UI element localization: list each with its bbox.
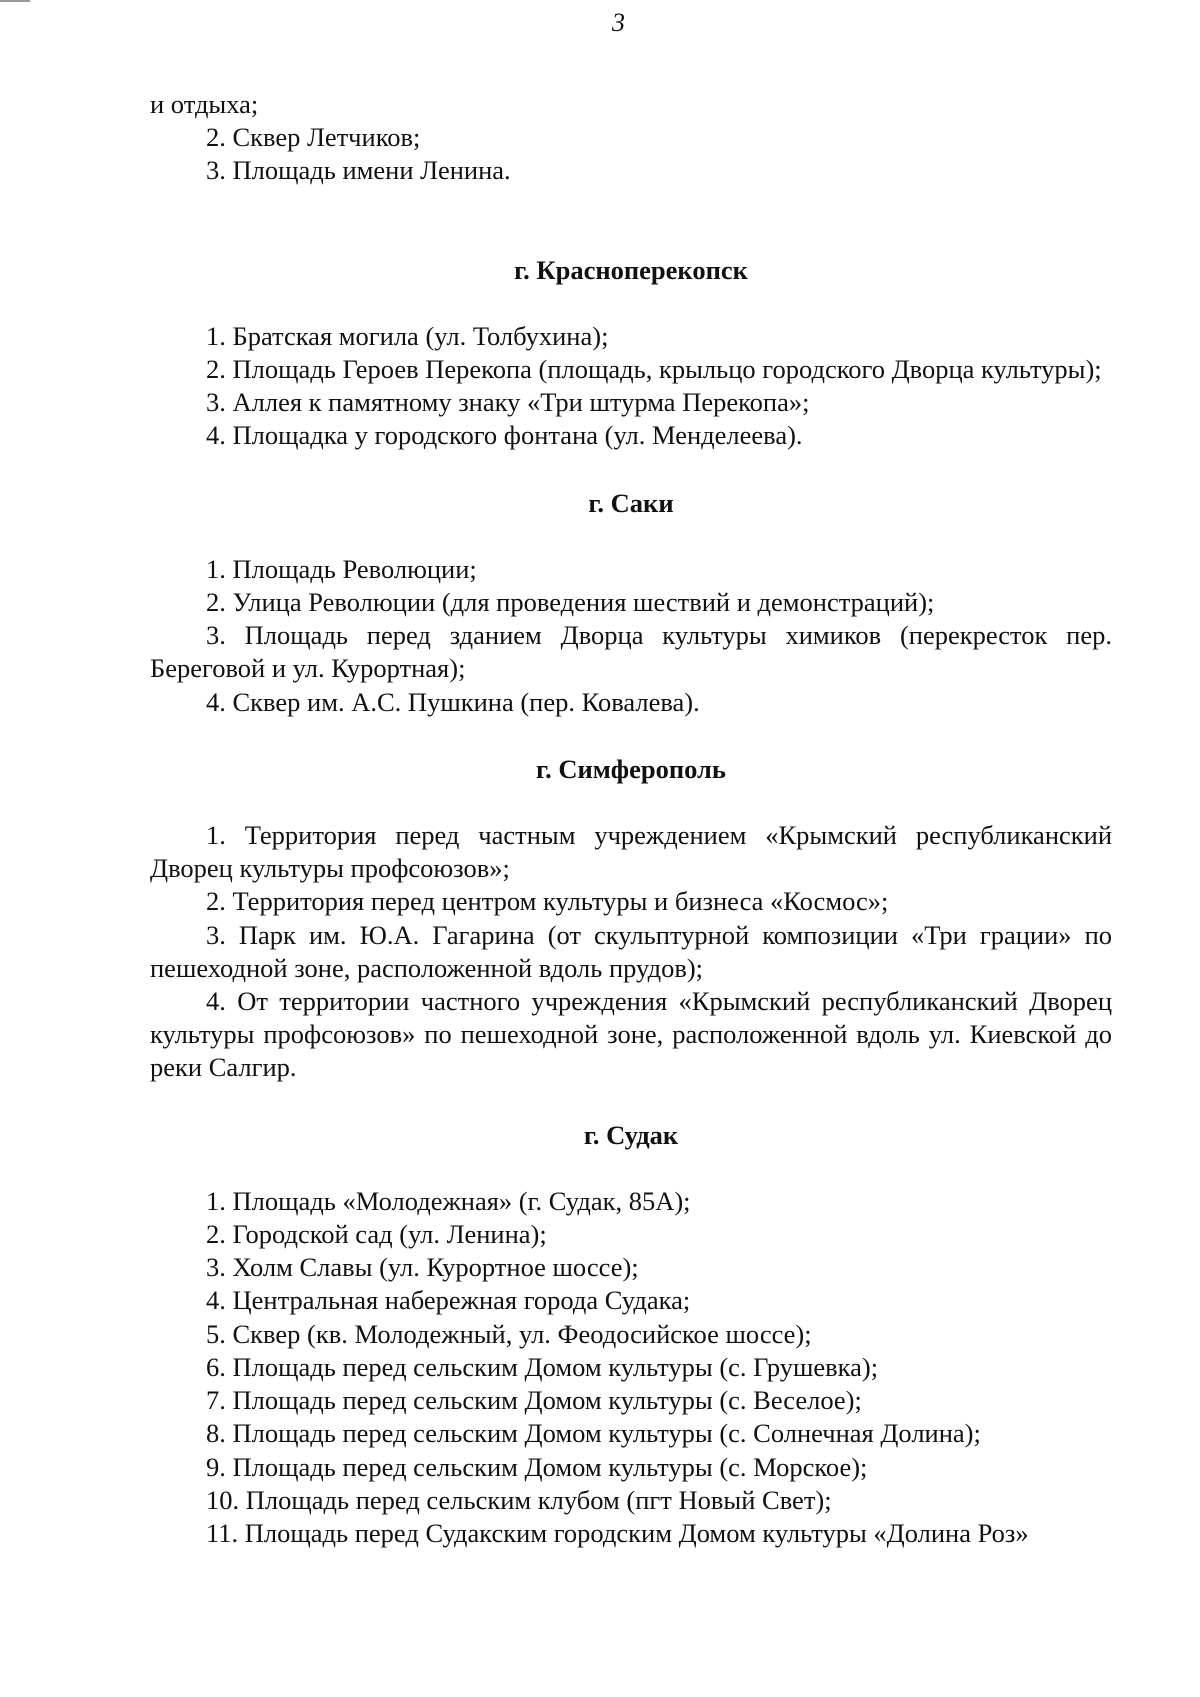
section-spacer (150, 719, 1112, 753)
section-spacer (150, 520, 1112, 553)
section-heading: г. Красноперекопск (514, 254, 748, 285)
list-item: 6. Площадь перед сельским Домом культуры (с. Грушевка); (206, 1351, 879, 1382)
document-body (150, 88, 1112, 1550)
section-spacer (150, 1152, 1112, 1185)
section-heading: г. Симферополь (536, 753, 726, 784)
list-item: 5. Сквер (кв. Молодежный, ул. Феодосийское шоссе); (206, 1318, 812, 1349)
list-item: 2. Городской сад (ул. Ленина); (206, 1219, 547, 1250)
section-heading: г. Судак (583, 1119, 679, 1150)
list-item: 3. Аллея к памятному знаку «Три штурма Перекопа»; (206, 387, 810, 418)
list-item: 1. Братская могила (ул. Толбухина); (206, 320, 609, 351)
list-item: 2. Сквер Летчиков; (206, 122, 421, 153)
list-item: 3. Площадь перед зданием Дворца культуры химиков (перекресток пер. Береговой и ул. Курортная); (150, 620, 1112, 684)
list-item: 8. Площадь перед сельским Домом культуры (с. Солнечная Долина); (206, 1418, 981, 1449)
list-item: 4. Сквер им. А.С. Пушкина (пер. Ковалева). (206, 686, 700, 717)
list-item: 7. Площадь перед сельским Домом культуры (с. Веселое); (206, 1385, 862, 1416)
scan-edge-mark (0, 0, 30, 2)
section-spacer (150, 1085, 1112, 1119)
section-heading: г. Саки (588, 487, 674, 518)
list-item: 1. Площадь «Молодежная» (г. Судак, 85А); (206, 1185, 691, 1216)
list-item: 2. Улица Революции (для проведения шествий и демонстраций); (206, 587, 935, 618)
list-item: 2. Площадь Героев Перекопа (площадь, крыльцо городского Дворца культуры); (206, 354, 1102, 385)
page-number: 3 (612, 8, 625, 37)
section-spacer (150, 786, 1112, 819)
list-item: 3. Площадь имени Ленина. (206, 155, 511, 186)
section-spacer (150, 287, 1112, 320)
list-item: 4. Площадка у городского фонтана (ул. Менделеева). (206, 420, 803, 451)
list-item: и отдыха; (150, 89, 259, 119)
section-spacer (150, 188, 1112, 254)
list-item: 4. Центральная набережная города Судака; (206, 1285, 691, 1316)
list-item: 2. Территория перед центром культуры и бизнеса «Космос»; (206, 886, 889, 917)
list-item: 1. Площадь Революции; (206, 553, 477, 584)
list-item: 9. Площадь перед сельским Домом культуры (с. Морское); (206, 1451, 868, 1482)
list-item: 4. От территории частного учреждения «Крымский республиканский Дворец культуры профсоюзов» по пешеходной зоне, расположенной вдоль ул. Киевской до реки Салгир. (150, 986, 1112, 1083)
section-spacer (150, 453, 1112, 487)
list-item: 3. Парк им. Ю.А. Гагарина (от скульптурной композиции «Три грации» по пешеходной зоне, расположенной вдоль прудов); (150, 919, 1112, 983)
list-item: 3. Холм Славы (ул. Курортное шоссе); (206, 1252, 639, 1283)
list-item: 1. Территория перед частным учреждением «Крымский республиканский Дворец культуры профсоюзов»; (150, 820, 1112, 884)
list-item: 11. Площадь перед Судакским городским Домом культуры «Долина Роз» (206, 1517, 1029, 1548)
list-item: 10. Площадь перед сельским клубом (пгт Новый Свет); (206, 1484, 832, 1515)
